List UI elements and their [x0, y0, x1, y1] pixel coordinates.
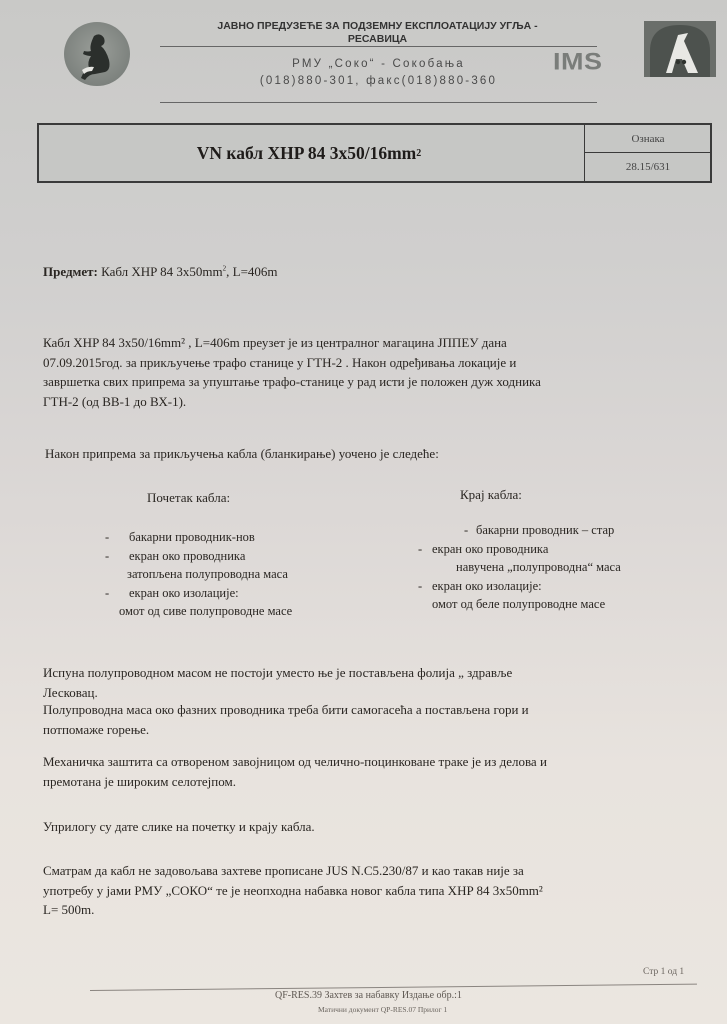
list-item-text: екран око проводника: [129, 548, 246, 563]
paragraph-line: премотана је широким селотејпом.: [43, 773, 236, 789]
list-item-text: бакарни проводник-нов: [129, 530, 255, 544]
list-item: [418, 540, 718, 559]
list-item: [105, 565, 385, 584]
subject-label: Предмет:: [43, 264, 98, 279]
list-item-text: омот од сиве полупроводне масе: [119, 604, 293, 618]
paragraph-conclusion: [43, 861, 706, 920]
document-title-box: [37, 123, 712, 183]
title-superscript: 2: [416, 147, 422, 159]
list-item-text: екран око изолације:: [129, 585, 239, 600]
paragraph-line: употребу у јами РМУ „СОКО“ те је неопходна набавка новог кабла типа XHP 84 3x50mm²: [43, 882, 543, 898]
paragraph-cable-receipt: [43, 333, 706, 411]
document-title: [39, 125, 579, 181]
paragraph-line: Лесковац.: [43, 684, 98, 700]
observations-lead: Након припрема за прикључења кабла (бланкирање) уочено је следеће:: [45, 446, 439, 461]
footer-document-code: QF-RES.39 Захтев за набавку Издање обр.:1: [275, 990, 462, 1001]
paragraph-line: Механичка заштита са отвореном завојницом од челично-поцинковане траке је из делова и: [43, 754, 547, 769]
organization-address: [160, 56, 597, 90]
paragraph-line: ГТН-2 (од ВВ-1 до ВХ-1).: [43, 393, 187, 409]
list-item-text: екран око изолације:: [432, 578, 542, 593]
cable-start-heading: Почетак кабла:: [147, 490, 231, 505]
org-name-line-1: ЈАВНО ПРЕДУЗЕЋЕ ЗА ПОДЗЕМНУ ЕКСПЛОАТАЦИЈУ УГЉА -: [217, 20, 538, 32]
list-item: [105, 528, 385, 547]
list-item-text: омот од беле полупроводне масе: [432, 597, 606, 611]
header-divider-top: [160, 46, 597, 47]
page-number: Стр 1 од 1: [643, 967, 685, 977]
label-value: 28.15/631: [625, 161, 671, 173]
paragraph-line: 07.09.2015год. за прикључење трафо станице у ГТН-2 . Након одређивања локације и: [43, 354, 517, 370]
list-item-text: затопљена полупроводна маса: [127, 567, 288, 581]
subject-length: , L=406m: [226, 264, 278, 279]
ims-mining-mark-icon: [644, 21, 716, 77]
cable-start-list: [105, 528, 385, 621]
paragraph-line: Кабл XHP 84 3x50/16mm² , L=406m преузет је из централног магацина ЈППЕУ дана: [43, 335, 507, 350]
address-line-1: РМУ „Соко“ - Сокобања: [292, 58, 465, 70]
dash-bullet: -: [105, 585, 110, 600]
subject-line: [43, 264, 278, 280]
paragraph-mechanical-protection: [43, 752, 706, 791]
org-name-line-2: РЕСАВИЦА: [347, 33, 408, 45]
list-item: [105, 547, 385, 566]
list-item: [105, 602, 385, 621]
footer-parent-document: Матични документ QP-RES.07 Прилог 1: [318, 1005, 448, 1014]
dash-bullet: -: [105, 530, 110, 544]
dash-bullet: -: [105, 548, 110, 563]
miner-emblem-icon: [64, 22, 130, 86]
list-item-text: навучена „полупроводна“ маса: [456, 560, 621, 574]
paragraph-line: завршетка свих припрема за упуштање трафо-станице у рад исти је положен дуж ходника: [43, 374, 541, 389]
document-label-cell: [584, 125, 711, 181]
paragraph-line: Испуна полупроводном масом не постоји уместо ње је постављена фолија „ здравље: [43, 665, 513, 680]
paragraph-line: L= 500m.: [43, 902, 95, 917]
list-item-text: бакарни проводник – стар: [476, 523, 615, 537]
list-item: [105, 584, 385, 603]
dash-bullet: -: [464, 523, 469, 537]
ims-logo-text: IMS: [553, 48, 603, 75]
organization-name: [160, 20, 595, 46]
list-item: [418, 558, 718, 577]
paragraph-line: потпомаже горење.: [43, 721, 150, 737]
subject-superscript: 2: [222, 264, 227, 273]
list-item: [418, 521, 718, 540]
title-text: VN кабл XHP 84 3x50/16mm: [196, 142, 417, 163]
list-item: [418, 577, 718, 596]
dash-bullet: -: [418, 541, 423, 556]
dash-bullet: -: [418, 578, 423, 593]
header-divider-bottom: [160, 102, 597, 103]
cable-end-heading: Крај кабла:: [460, 487, 522, 502]
paragraph-filling: [43, 663, 706, 702]
cable-end-list: [418, 521, 718, 614]
paragraph-semiconductive-mass: [43, 700, 706, 739]
paragraph-line: Сматрам да кабл не задовољава захтеве прописане JUS N.C5.230/87 и као такав није за: [43, 863, 524, 878]
subject-text: Кабл XHP 84 3x50mm: [97, 264, 223, 279]
paragraph-attachments: Уприлогу су дате слике на почетку и крају кабла.: [43, 819, 315, 834]
paragraph-line: Полупроводна маса око фазних проводника треба бити самогасећа а постављена гори и: [43, 702, 529, 717]
list-item: [418, 595, 718, 614]
address-line-2: (018)880-301, факс(018)880-360: [259, 75, 498, 87]
list-item-text: екран око проводника: [432, 541, 549, 556]
label-header: Ознака: [585, 125, 711, 153]
